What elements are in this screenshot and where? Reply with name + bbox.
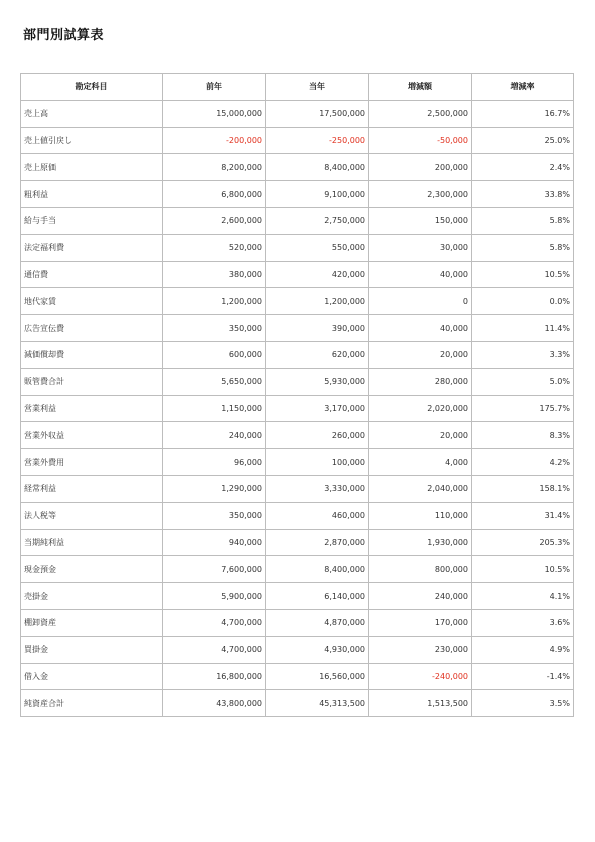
- change-rate-cell: 16.7%: [472, 100, 574, 127]
- current-year-cell: 8,400,000: [266, 556, 369, 583]
- trial-balance-table: [20, 73, 574, 717]
- table-row: [21, 368, 574, 395]
- account-name-cell: 売掛金: [21, 583, 163, 610]
- previous-year-cell: 600,000: [163, 341, 266, 368]
- previous-year-cell: 96,000: [163, 449, 266, 476]
- change-amount-cell: 2,500,000: [369, 100, 472, 127]
- change-rate-cell: -1.4%: [472, 663, 574, 690]
- previous-year-cell: 1,150,000: [163, 395, 266, 422]
- change-rate-cell: 205.3%: [472, 529, 574, 556]
- change-amount-cell: 110,000: [369, 502, 472, 529]
- account-name-cell: 営業利益: [21, 395, 163, 422]
- account-name-cell: 法定福利費: [21, 234, 163, 261]
- current-year-cell: 17,500,000: [266, 100, 369, 127]
- change-amount-cell: 200,000: [369, 154, 472, 181]
- account-name-cell: 通信費: [21, 261, 163, 288]
- account-name-cell: 売上原価: [21, 154, 163, 181]
- change-amount-cell: 2,020,000: [369, 395, 472, 422]
- table-row: [21, 127, 574, 154]
- table-row: [21, 234, 574, 261]
- account-name-cell: 給与手当: [21, 207, 163, 234]
- previous-year-cell: 2,600,000: [163, 207, 266, 234]
- previous-year-cell: 43,800,000: [163, 690, 266, 717]
- table-row: [21, 636, 574, 663]
- account-name-cell: 経常利益: [21, 475, 163, 502]
- change-amount-cell: 2,040,000: [369, 475, 472, 502]
- table-row: [21, 583, 574, 610]
- column-header-previous-year: 前年: [163, 74, 266, 101]
- current-year-cell: 9,100,000: [266, 181, 369, 208]
- column-header-account: 勘定科目: [21, 74, 163, 101]
- account-name-cell: 当期純利益: [21, 529, 163, 556]
- table-header-row: [21, 74, 574, 101]
- current-year-cell: 4,870,000: [266, 609, 369, 636]
- change-rate-cell: 4.2%: [472, 449, 574, 476]
- account-name-cell: 棚卸資産: [21, 609, 163, 636]
- change-rate-cell: 3.3%: [472, 341, 574, 368]
- previous-year-cell: 1,290,000: [163, 475, 266, 502]
- current-year-cell: 2,870,000: [266, 529, 369, 556]
- change-amount-cell: 1,513,500: [369, 690, 472, 717]
- change-rate-cell: 11.4%: [472, 315, 574, 342]
- column-header-change-rate: 増減率: [472, 74, 574, 101]
- table-row: [21, 207, 574, 234]
- current-year-cell: 260,000: [266, 422, 369, 449]
- previous-year-cell: 240,000: [163, 422, 266, 449]
- previous-year-cell: 350,000: [163, 502, 266, 529]
- table-body: [21, 100, 574, 716]
- change-amount-cell: 230,000: [369, 636, 472, 663]
- current-year-cell: 3,170,000: [266, 395, 369, 422]
- table-row: [21, 609, 574, 636]
- table-row: [21, 663, 574, 690]
- account-name-cell: 粗利益: [21, 181, 163, 208]
- table-row: [21, 100, 574, 127]
- change-rate-cell: 175.7%: [472, 395, 574, 422]
- current-year-cell: 5,930,000: [266, 368, 369, 395]
- change-rate-cell: 4.1%: [472, 583, 574, 610]
- change-amount-cell: 40,000: [369, 315, 472, 342]
- current-year-cell: 460,000: [266, 502, 369, 529]
- table-row: [21, 315, 574, 342]
- previous-year-cell: 15,000,000: [163, 100, 266, 127]
- table-row: [21, 422, 574, 449]
- account-name-cell: 法人税等: [21, 502, 163, 529]
- current-year-cell: 4,930,000: [266, 636, 369, 663]
- current-year-cell: 550,000: [266, 234, 369, 261]
- change-rate-cell: 25.0%: [472, 127, 574, 154]
- change-amount-cell: 4,000: [369, 449, 472, 476]
- change-amount-cell: 170,000: [369, 609, 472, 636]
- table-row: [21, 288, 574, 315]
- change-amount-cell: 2,300,000: [369, 181, 472, 208]
- change-rate-cell: 2.4%: [472, 154, 574, 181]
- account-name-cell: 純資産合計: [21, 690, 163, 717]
- account-name-cell: 売上高: [21, 100, 163, 127]
- change-rate-cell: 10.5%: [472, 261, 574, 288]
- account-name-cell: 売上値引戻し: [21, 127, 163, 154]
- change-amount-cell: 240,000: [369, 583, 472, 610]
- current-year-cell: 6,140,000: [266, 583, 369, 610]
- current-year-cell: 16,560,000: [266, 663, 369, 690]
- table-row: [21, 529, 574, 556]
- table-row: [21, 341, 574, 368]
- account-name-cell: 販管費合計: [21, 368, 163, 395]
- change-rate-cell: 158.1%: [472, 475, 574, 502]
- column-header-current-year: 当年: [266, 74, 369, 101]
- previous-year-cell: 4,700,000: [163, 636, 266, 663]
- current-year-cell: 620,000: [266, 341, 369, 368]
- change-rate-cell: 4.9%: [472, 636, 574, 663]
- change-amount-cell: 1,930,000: [369, 529, 472, 556]
- change-rate-cell: 5.8%: [472, 207, 574, 234]
- column-header-change-amount: 増減額: [369, 74, 472, 101]
- change-amount-cell: 40,000: [369, 261, 472, 288]
- change-amount-cell: 150,000: [369, 207, 472, 234]
- previous-year-cell: 5,900,000: [163, 583, 266, 610]
- current-year-cell: 390,000: [266, 315, 369, 342]
- change-rate-cell: 5.8%: [472, 234, 574, 261]
- current-year-cell: 45,313,500: [266, 690, 369, 717]
- account-name-cell: 営業外収益: [21, 422, 163, 449]
- previous-year-cell: -200,000: [163, 127, 266, 154]
- table-row: [21, 261, 574, 288]
- previous-year-cell: 350,000: [163, 315, 266, 342]
- previous-year-cell: 4,700,000: [163, 609, 266, 636]
- current-year-cell: 8,400,000: [266, 154, 369, 181]
- table-row: [21, 690, 574, 717]
- change-rate-cell: 3.5%: [472, 690, 574, 717]
- table-row: [21, 556, 574, 583]
- table-row: [21, 449, 574, 476]
- account-name-cell: 営業外費用: [21, 449, 163, 476]
- previous-year-cell: 1,200,000: [163, 288, 266, 315]
- table-row: [21, 475, 574, 502]
- table-row: [21, 181, 574, 208]
- current-year-cell: -250,000: [266, 127, 369, 154]
- change-amount-cell: 800,000: [369, 556, 472, 583]
- current-year-cell: 1,200,000: [266, 288, 369, 315]
- change-rate-cell: 8.3%: [472, 422, 574, 449]
- page-title: 部門別試算表: [23, 28, 105, 43]
- account-name-cell: 現金預金: [21, 556, 163, 583]
- previous-year-cell: 16,800,000: [163, 663, 266, 690]
- previous-year-cell: 520,000: [163, 234, 266, 261]
- previous-year-cell: 7,600,000: [163, 556, 266, 583]
- table-row: [21, 154, 574, 181]
- account-name-cell: 買掛金: [21, 636, 163, 663]
- previous-year-cell: 6,800,000: [163, 181, 266, 208]
- change-amount-cell: -50,000: [369, 127, 472, 154]
- account-name-cell: 地代家賃: [21, 288, 163, 315]
- change-rate-cell: 3.6%: [472, 609, 574, 636]
- change-amount-cell: 30,000: [369, 234, 472, 261]
- change-amount-cell: 0: [369, 288, 472, 315]
- change-rate-cell: 33.8%: [472, 181, 574, 208]
- previous-year-cell: 940,000: [163, 529, 266, 556]
- current-year-cell: 100,000: [266, 449, 369, 476]
- change-rate-cell: 5.0%: [472, 368, 574, 395]
- current-year-cell: 2,750,000: [266, 207, 369, 234]
- change-amount-cell: -240,000: [369, 663, 472, 690]
- previous-year-cell: 5,650,000: [163, 368, 266, 395]
- previous-year-cell: 8,200,000: [163, 154, 266, 181]
- change-rate-cell: 10.5%: [472, 556, 574, 583]
- account-name-cell: 広告宣伝費: [21, 315, 163, 342]
- current-year-cell: 420,000: [266, 261, 369, 288]
- change-amount-cell: 20,000: [369, 422, 472, 449]
- change-rate-cell: 0.0%: [472, 288, 574, 315]
- account-name-cell: 減価償却費: [21, 341, 163, 368]
- current-year-cell: 3,330,000: [266, 475, 369, 502]
- account-name-cell: 借入金: [21, 663, 163, 690]
- change-amount-cell: 280,000: [369, 368, 472, 395]
- previous-year-cell: 380,000: [163, 261, 266, 288]
- change-rate-cell: 31.4%: [472, 502, 574, 529]
- table-row: [21, 395, 574, 422]
- table-row: [21, 502, 574, 529]
- change-amount-cell: 20,000: [369, 341, 472, 368]
